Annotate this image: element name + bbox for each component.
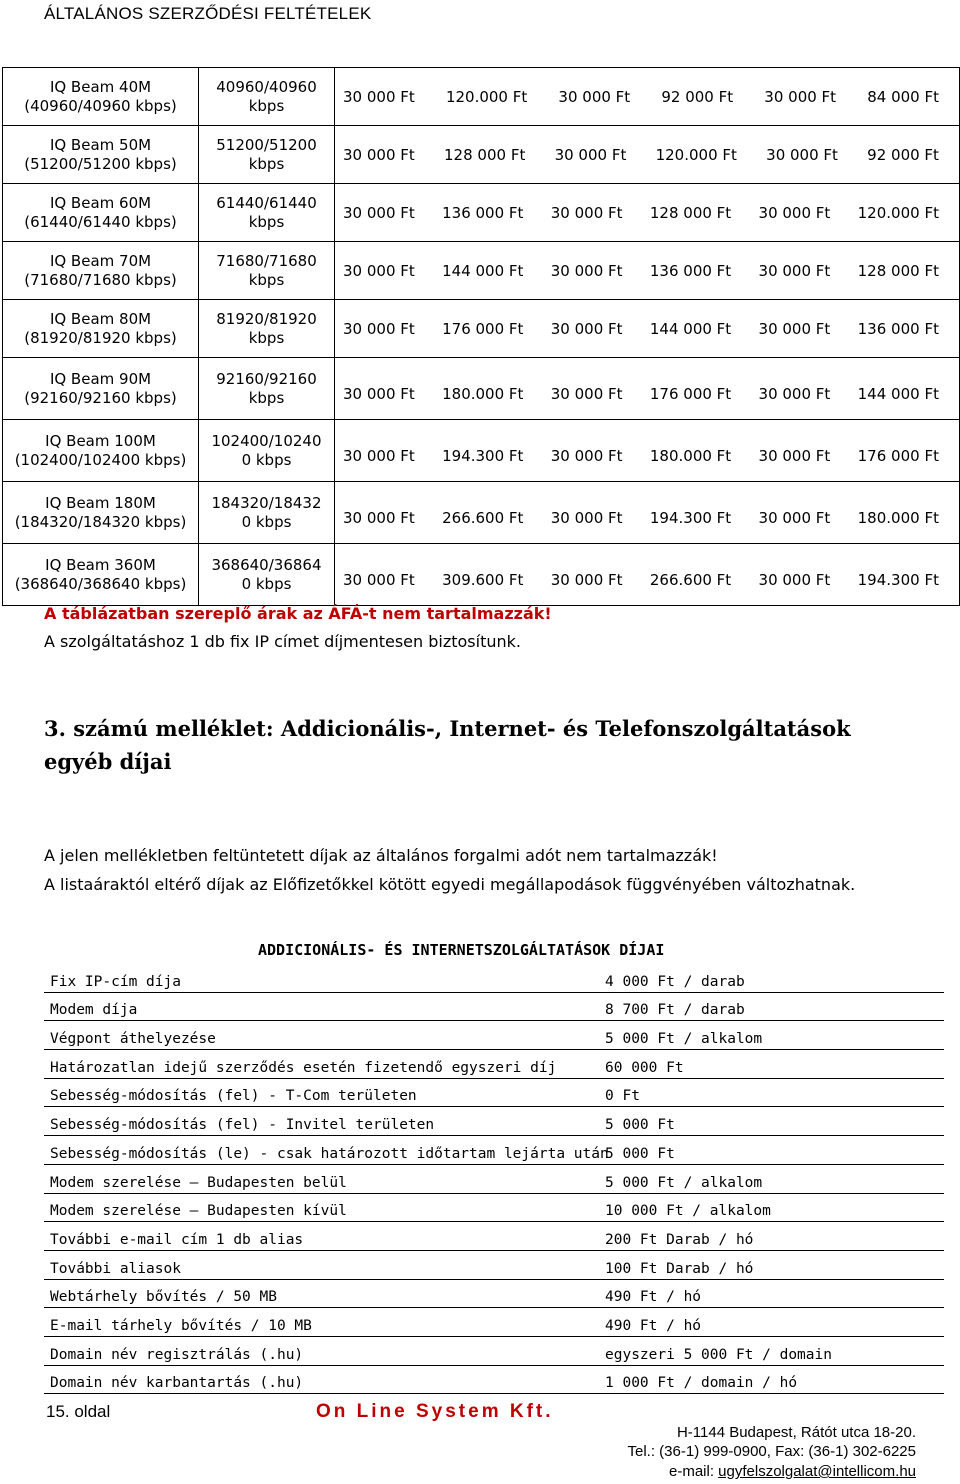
fee-row [44, 993, 944, 1022]
fee-values [343, 88, 959, 106]
package-name: IQ Beam 70M [49, 251, 152, 270]
fee-row [44, 1280, 944, 1309]
fee-value: 92 000 Ft [661, 87, 734, 106]
annex-heading: 3. számú melléklet: Addicionális-, Internet- és Telefonszolgáltatások egyéb díjai [44, 716, 851, 774]
company-address: H-1144 Budapest, Rátót utca 18-20. [676, 1424, 916, 1441]
fee-row [44, 1107, 944, 1136]
speed-cell [199, 126, 335, 184]
speed-unit: kbps [248, 328, 285, 347]
speed-cell [199, 242, 335, 300]
fee-amount: 60 000 Ft [605, 1059, 684, 1076]
price-table-row [3, 482, 960, 544]
fee-table [44, 964, 944, 1394]
fee-value: 180.000 Ft [442, 384, 524, 403]
package-name: IQ Beam 90M [49, 369, 152, 388]
fee-row [44, 1251, 944, 1280]
fee-value: 30 000 Ft [343, 384, 415, 403]
package-speed-label: (61440/61440 kbps) [24, 212, 177, 231]
speed-cell [199, 420, 335, 482]
fee-value: 144 000 Ft [649, 319, 732, 338]
package-name-cell [3, 420, 199, 482]
fee-label: Modem szerelése – Budapesten kívül [50, 1203, 347, 1220]
speed-value: 368640/36864 [211, 555, 322, 574]
fee-label: További aliasok [50, 1260, 181, 1277]
fee-values [343, 204, 959, 222]
fee-value: 120.000 Ft [857, 203, 939, 222]
fee-amount: 5 000 Ft / alkalom [605, 1031, 763, 1048]
fee-value: 136 000 Ft [442, 203, 524, 222]
fees-cell [335, 482, 960, 544]
speed-unit: kbps [248, 388, 285, 407]
price-table [2, 67, 960, 606]
fee-amount: 8 700 Ft / darab [605, 1002, 745, 1019]
fees-cell [335, 420, 960, 482]
fee-value: 266.600 Ft [442, 508, 524, 527]
annex-paragraph-prices: A listaáraktól eltérő díjak az Előfizetőkkel kötött egyedi megállapodások függvényében változhatnak. [44, 875, 856, 894]
package-speed-label: (102400/102400 kbps) [14, 450, 187, 469]
speed-cell [199, 544, 335, 606]
package-speed-label: (92160/92160 kbps) [24, 388, 177, 407]
price-table-row [3, 420, 960, 482]
package-speed-label: (81920/81920 kbps) [24, 328, 177, 347]
fee-amount: 100 Ft Darab / hó [605, 1260, 754, 1277]
fee-value: 30 000 Ft [758, 203, 831, 222]
speed-cell [199, 68, 335, 126]
fee-value: 30 000 Ft [550, 384, 623, 403]
package-name-cell [3, 68, 199, 126]
speed-unit: kbps [248, 154, 285, 173]
fee-row [44, 1079, 944, 1108]
speed-cell [199, 482, 335, 544]
fee-value: 176 000 Ft [857, 446, 939, 465]
company-phone: Tel.: (36-1) 999-0900, Fax: (36-1) 302-6225 [627, 1443, 916, 1460]
fee-amount: 10 000 Ft / alkalom [605, 1203, 771, 1220]
package-name-cell [3, 126, 199, 184]
fee-values [343, 499, 959, 527]
fee-values [343, 437, 959, 465]
package-name-cell [3, 358, 199, 420]
fee-value: 194.300 Ft [857, 570, 939, 589]
fee-value: 128 000 Ft [857, 261, 939, 280]
fees-cell [335, 126, 960, 184]
fee-value: 120.000 Ft [655, 145, 737, 164]
email-prefix: e-mail: [668, 1463, 719, 1480]
fee-value: 30 000 Ft [343, 570, 415, 589]
price-table-row [3, 184, 960, 242]
fee-amount: 200 Ft Darab / hó [605, 1231, 754, 1248]
fee-value: 30 000 Ft [558, 87, 631, 106]
fee-amount: 4 000 Ft / darab [605, 973, 745, 990]
fee-value: 30 000 Ft [550, 570, 623, 589]
vat-notice: A táblázatban szereplő árak az ÁFÁ-t nem tartalmazzák! [44, 604, 552, 623]
package-speed-label: (368640/368640 kbps) [14, 574, 187, 593]
fee-value: 180.000 Ft [857, 508, 939, 527]
fee-value: 30 000 Ft [550, 319, 623, 338]
fee-value: 30 000 Ft [758, 384, 831, 403]
speed-cell [199, 358, 335, 420]
fee-label: Modem szerelése – Budapesten belül [50, 1174, 347, 1191]
fee-table-title: ADDICIONÁLIS- ÉS INTERNETSZOLGÁLTATÁSOK DÍJAI [258, 941, 665, 959]
fee-value: 128 000 Ft [444, 145, 526, 164]
speed-unit: kbps [248, 96, 285, 115]
fee-row [44, 1222, 944, 1251]
fees-cell [335, 68, 960, 126]
fee-value: 30 000 Ft [550, 446, 623, 465]
price-table-row [3, 300, 960, 358]
fee-value: 30 000 Ft [758, 570, 831, 589]
fee-row [44, 1194, 944, 1223]
fee-value: 136 000 Ft [649, 261, 732, 280]
speed-value: 51200/51200 [216, 135, 317, 154]
fee-value: 30 000 Ft [343, 87, 415, 106]
fee-label: Modem díja [50, 1002, 138, 1019]
ip-notice: A szolgáltatáshoz 1 db fix IP címet díjmentesen biztosítunk. [44, 632, 521, 651]
package-name: IQ Beam 100M [45, 431, 156, 450]
fee-values [343, 561, 959, 589]
package-speed-label: (184320/184320 kbps) [14, 512, 187, 531]
fee-value: 128 000 Ft [649, 203, 732, 222]
fee-value: 30 000 Ft [766, 145, 838, 164]
fees-cell [335, 184, 960, 242]
package-name: IQ Beam 80M [49, 309, 152, 328]
fee-label: Fix IP-cím díja [50, 973, 181, 990]
speed-unit: kbps [248, 270, 285, 289]
fee-value: 144 000 Ft [442, 261, 524, 280]
speed-value: 81920/81920 [216, 309, 317, 328]
speed-value: 71680/71680 [216, 251, 317, 270]
email-link[interactable]: ugyfelszolgalat@intellicom.hu [718, 1463, 916, 1480]
fee-value: 30 000 Ft [758, 508, 831, 527]
fee-value: 30 000 Ft [758, 261, 831, 280]
fee-value: 30 000 Ft [550, 508, 623, 527]
speed-unit: 0 kbps [241, 512, 292, 531]
fee-value: 30 000 Ft [550, 261, 623, 280]
fee-value: 30 000 Ft [343, 319, 415, 338]
fee-value: 30 000 Ft [343, 508, 415, 527]
fee-amount: 5 000 Ft [605, 1117, 675, 1134]
fee-row [44, 1165, 944, 1194]
company-email [669, 1463, 916, 1480]
fee-value: 92 000 Ft [867, 145, 939, 164]
fee-label: E-mail tárhely bővítés / 10 MB [50, 1317, 312, 1334]
fee-row [44, 1308, 944, 1337]
fee-value: 30 000 Ft [764, 87, 837, 106]
fee-label: Sebesség-módosítás (fel) - Invitel területen [50, 1117, 435, 1134]
fee-values [343, 320, 959, 338]
fee-label: További e-mail cím 1 db alias [50, 1231, 304, 1248]
price-table-row [3, 544, 960, 606]
speed-value: 92160/92160 [216, 369, 317, 388]
speed-cell [199, 184, 335, 242]
package-name: IQ Beam 40M [49, 77, 152, 96]
fee-value: 266.600 Ft [649, 570, 732, 589]
fee-amount: 5 000 Ft / alkalom [605, 1174, 763, 1191]
fee-label: Webtárhely bővítés / 50 MB [50, 1289, 277, 1306]
fee-value: 194.300 Ft [649, 508, 732, 527]
speed-unit: kbps [248, 212, 285, 231]
fee-amount: egyszeri 5 000 Ft / domain [605, 1346, 832, 1363]
package-speed-label: (40960/40960 kbps) [24, 96, 177, 115]
fee-value: 30 000 Ft [343, 203, 415, 222]
fee-label: Sebesség-módosítás (le) - csak határozott időtartam lejárta után [50, 1145, 609, 1162]
fee-values [343, 375, 959, 403]
package-name-cell [3, 300, 199, 358]
package-speed-label: (71680/71680 kbps) [24, 270, 177, 289]
fee-row [44, 964, 944, 993]
fee-value: 120.000 Ft [445, 87, 528, 106]
package-name: IQ Beam 180M [45, 493, 156, 512]
fee-value: 176 000 Ft [442, 319, 524, 338]
fee-label: Sebesség-módosítás (fel) - T-Com területen [50, 1088, 417, 1105]
fee-value: 84 000 Ft [867, 87, 939, 106]
speed-value: 40960/40960 [216, 77, 317, 96]
fee-values [343, 262, 959, 280]
fee-row [44, 1366, 944, 1395]
fee-row [44, 1337, 944, 1366]
price-table-row [3, 126, 960, 184]
fee-value: 180.000 Ft [649, 446, 732, 465]
annex-paragraph-vat: A jelen mellékletben feltüntetett díjak az általános forgalmi adót nem tartalmazzák! [44, 846, 718, 865]
fee-amount: 5 000 Ft [605, 1145, 675, 1162]
price-table-row [3, 358, 960, 420]
package-name-cell [3, 184, 199, 242]
fee-label: Végpont áthelyezése [50, 1031, 216, 1048]
fee-value: 30 000 Ft [550, 203, 623, 222]
page-header-title: ÁLTALÁNOS SZERZŐDÉSI FELTÉTELEK [44, 4, 372, 23]
fee-value: 194.300 Ft [442, 446, 524, 465]
price-table-row [3, 242, 960, 300]
speed-value: 184320/18432 [211, 493, 322, 512]
price-table-row [3, 68, 960, 126]
fee-value: 144 000 Ft [857, 384, 939, 403]
company-name: On Line System Kft. [316, 1401, 554, 1422]
package-name: IQ Beam 50M [49, 135, 152, 154]
fee-amount: 490 Ft / hó [605, 1317, 702, 1334]
fees-cell [335, 300, 960, 358]
fees-cell [335, 544, 960, 606]
fee-value: 309.600 Ft [442, 570, 524, 589]
fee-value: 30 000 Ft [758, 446, 831, 465]
speed-cell [199, 300, 335, 358]
fee-value: 30 000 Ft [554, 145, 627, 164]
fee-amount: 1 000 Ft / domain / hó [605, 1375, 798, 1392]
fee-value: 30 000 Ft [343, 145, 415, 164]
speed-value: 102400/10240 [211, 431, 322, 450]
fee-value: 30 000 Ft [343, 261, 415, 280]
fee-amount: 0 Ft [605, 1088, 640, 1105]
fee-label: Domain név regisztrálás (.hu) [50, 1346, 304, 1363]
package-speed-label: (51200/51200 kbps) [24, 154, 177, 173]
fee-value: 176 000 Ft [649, 384, 732, 403]
fee-amount: 490 Ft / hó [605, 1289, 702, 1306]
speed-unit: 0 kbps [241, 450, 292, 469]
fee-label: Domain név karbantartás (.hu) [50, 1375, 304, 1392]
fee-row [44, 1136, 944, 1165]
speed-unit: 0 kbps [241, 574, 292, 593]
fee-value: 30 000 Ft [343, 446, 415, 465]
fee-value: 136 000 Ft [857, 319, 939, 338]
fee-row [44, 1050, 944, 1079]
package-name: IQ Beam 360M [45, 555, 156, 574]
package-name-cell [3, 544, 199, 606]
fees-cell [335, 242, 960, 300]
fee-value: 30 000 Ft [758, 319, 831, 338]
package-name: IQ Beam 60M [49, 193, 152, 212]
speed-value: 61440/61440 [216, 193, 317, 212]
fee-row [44, 1021, 944, 1050]
fee-values [343, 146, 959, 164]
package-name-cell [3, 482, 199, 544]
fee-label: Határozatlan idejű szerződés esetén fizetendő egyszeri díj [50, 1059, 557, 1076]
package-name-cell [3, 242, 199, 300]
page-number: 15. oldal [46, 1402, 111, 1421]
fees-cell [335, 358, 960, 420]
